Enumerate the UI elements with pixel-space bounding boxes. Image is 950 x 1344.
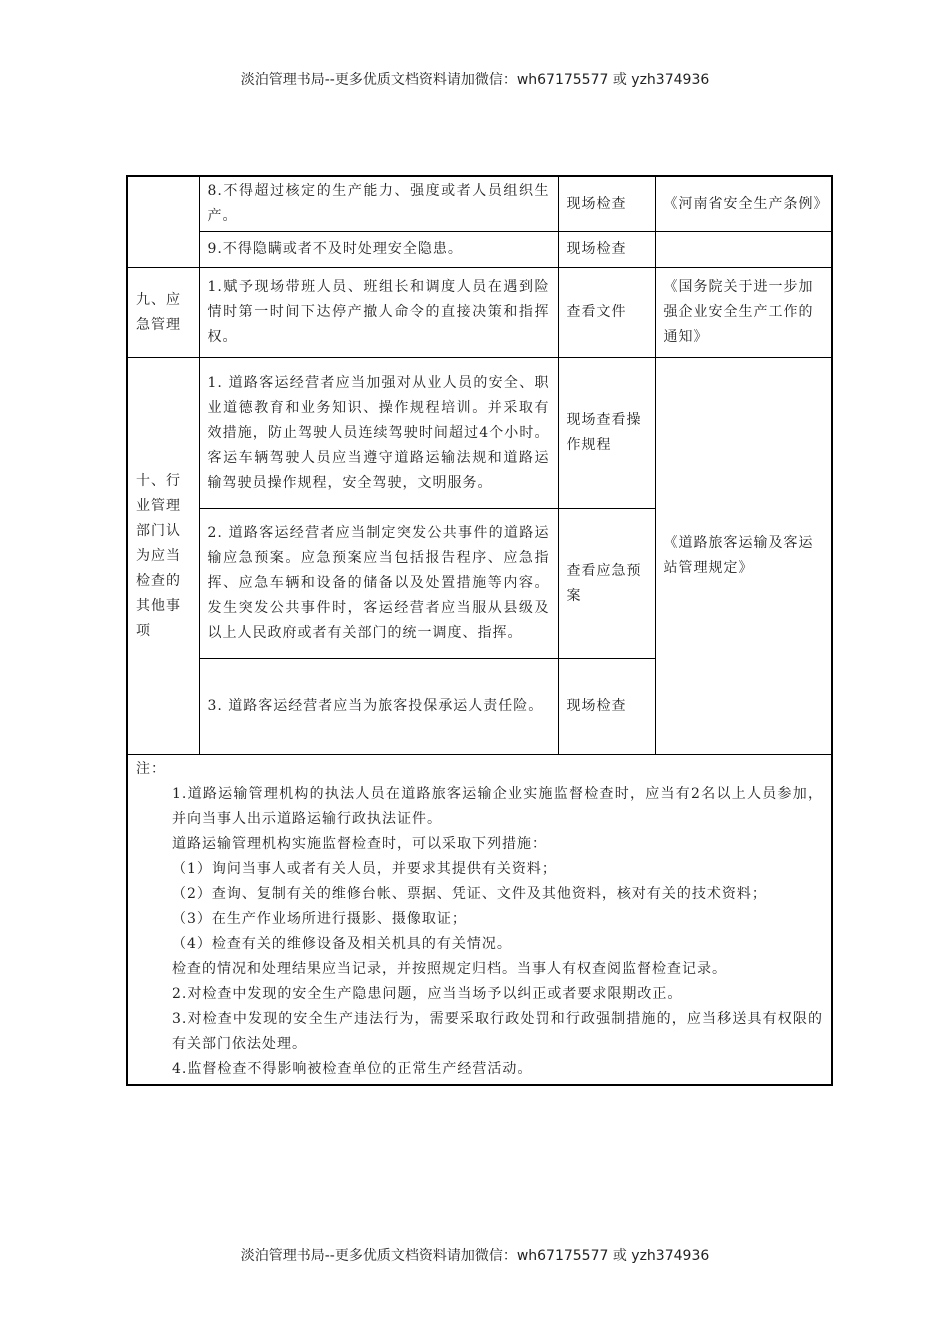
method-cell: 现场检查 xyxy=(558,659,655,755)
basis-cell: 《国务院关于进一步加强企业安全生产工作的通知》 xyxy=(655,268,832,358)
note-3: 3.对检查中发现的安全生产违法行为，需要采取行政处罚和行政强制措施的，应当移送具有权限的有关部门依法处理。 xyxy=(172,1011,823,1052)
note-measure-2: （2）查询、复制有关的维修台帐、票据、凭证、文件及其他资料，核对有关的技术资料； xyxy=(172,886,767,902)
category-cell: 九、应急管理 xyxy=(127,268,199,358)
item-cell: 1. 道路客运经营者应当加强对从业人员的安全、职业道德教育和业务知识、操作规程培训。并采取有效措施，防止驾驶人员连续驾驶时间超过4个小时。客运车辆驾驶人员应当遵守道路运输法规和道路运输驾驶员操作规程，安全驾驶，文明服务。 xyxy=(199,358,558,509)
basis-cell: 《河南省安全生产条例》 xyxy=(655,176,832,232)
note-measure-4: （4）检查有关的维修设备及相关机具的有关情况。 xyxy=(172,936,512,952)
table-row xyxy=(127,232,832,268)
note-measure-3: （3）在生产作业场所进行摄影、摄像取证； xyxy=(172,911,467,927)
page-header: 淡泊管理书局--更多优质文档资料请加微信：wh67175577 或 yzh374936 xyxy=(240,72,710,88)
item-cell: 2. 道路客运经营者应当制定突发公共事件的道路运输应急预案。应急预案应当包括报告程序、应急指挥、应急车辆和设备的储备以及处置措施等内容。发生突发公共事件时，客运经营者应当服从县级及以上人民政府或者有关部门的统一调度、指挥。 xyxy=(199,509,558,659)
note-1-measures-intro: 道路运输管理机构实施监督检查时，可以采取下列措施： xyxy=(172,836,547,852)
page-footer: 淡泊管理书局--更多优质文档资料请加微信：wh67175577 或 yzh374936 xyxy=(240,1248,710,1264)
basis-cell: 《道路旅客运输及客运站管理规定》 xyxy=(655,358,832,755)
inspection-table xyxy=(126,175,833,1086)
note-measure-1: （1）询问当事人或者有关人员，并要求其提供有关资料； xyxy=(172,861,557,877)
item-cell: 1.赋予现场带班人员、班组长和调度人员在遇到险情时第一时间下达停产撤人命令的直接决策和指挥权。 xyxy=(199,268,558,358)
method-cell: 查看应急预案 xyxy=(558,509,655,659)
method-cell: 现场检查 xyxy=(558,176,655,232)
method-cell: 查看文件 xyxy=(558,268,655,358)
note-1-record: 检查的情况和处理结果应当记录，并按照规定归档。当事人有权查阅监督检查记录。 xyxy=(172,961,727,977)
table-row xyxy=(127,176,832,232)
basis-cell xyxy=(655,232,832,268)
category-cell-empty xyxy=(127,176,199,268)
category-cell: 十、行业管理部门认为应当检查的其他事项 xyxy=(127,358,199,755)
item-cell: 8.不得超过核定的生产能力、强度或者人员组织生产。 xyxy=(199,176,558,232)
note-1: 1.道路运输管理机构的执法人员在道路旅客运输企业实施监督检查时，应当有2名以上人员参加，并向当事人出示道路运输行政执法证件。 xyxy=(172,786,823,827)
notes-cell xyxy=(127,755,832,1086)
table-row xyxy=(127,358,832,509)
method-cell: 现场查看操作规程 xyxy=(558,358,655,509)
note-2: 2.对检查中发现的安全生产隐患问题，应当当场予以纠正或者要求限期改正。 xyxy=(172,986,683,1002)
item-cell: 9.不得隐瞒或者不及时处理安全隐患。 xyxy=(199,232,558,268)
item-cell: 3. 道路客运经营者应当为旅客投保承运人责任险。 xyxy=(199,659,558,755)
notes-title: 注： xyxy=(136,761,166,777)
method-cell: 现场检查 xyxy=(558,232,655,268)
table-row xyxy=(127,268,832,358)
note-4: 4.监督检查不得影响被检查单位的正常生产经营活动。 xyxy=(172,1061,533,1077)
notes-row xyxy=(127,755,832,1086)
